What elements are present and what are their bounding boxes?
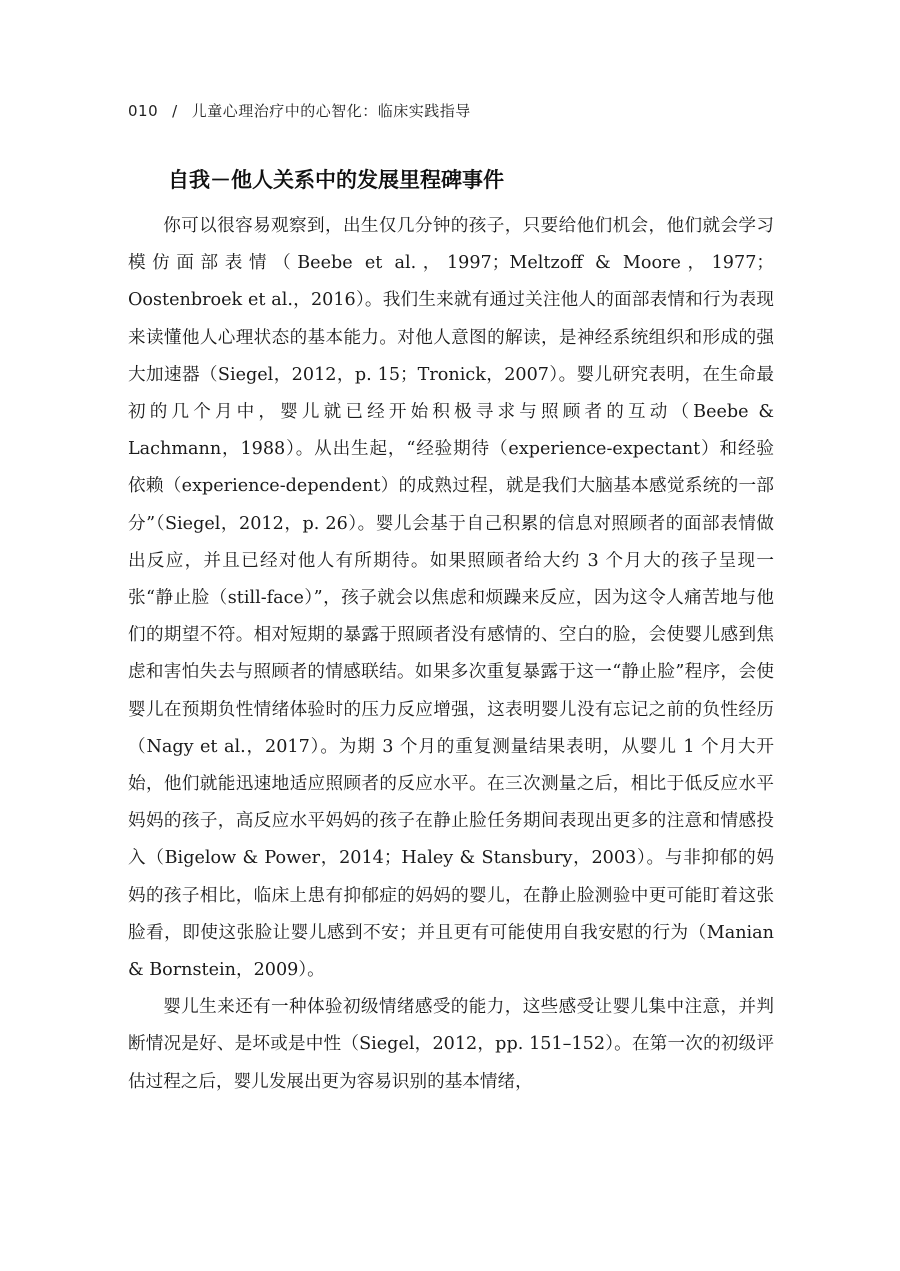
- header-separator: /: [172, 102, 178, 120]
- page-number: 010: [128, 102, 159, 120]
- body-text: [128, 208, 774, 1101]
- running-head: [128, 100, 471, 121]
- paragraph: 你可以很容易观察到，出生仅几分钟的孩子，只要给他们机会，他们就会学习模仿面部表情（Beebe et al.，1997；Meltzoff & Moore，1977；Oostenbroek et al.，2016）。我们生来就有通过关注他人的面部表情和行为表现来读懂他人心理状态的基本能力。对他人意图的解读，是神经系统组织和形成的强大加速器（Siegel，2012，p. 15；Tronick，2007）。婴儿研究表明，在生命最初的几个月中，婴儿就已经开始积极寻求与照顾者的互动（Beebe & Lachmann，1988）。从出生起，“经验期待（experience-expectant）和经验依赖（experience-dependent）的成熟过程，就是我们大脑基本感觉系统的一部分”（Siegel，2012，p. 26）。婴儿会基于自己积累的信息对照顾者的面部表情做出反应，并且已经对他人有所期待。如果照顾者给大约 3 个月大的孩子呈现一张“静止脸（still-face）”，孩子就会以焦虑和烦躁来反应，因为这令人痛苦地与他们的期望不符。相对短期的暴露于照顾者没有感情的、空白的脸，会使婴儿感到焦虑和害怕失去与照顾者的情感联结。如果多次重复暴露于这一“静止脸”程序，会使婴儿在预期负性情绪体验时的压力反应增强，这表明婴儿没有忘记之前的负性经历（Nagy et al.，2017）。为期 3 个月的重复测量结果表明，从婴儿 1 个月大开始，他们就能迅速地适应照顾者的反应水平。在三次测量之后，相比于低反应水平妈妈的孩子，高反应水平妈妈的孩子在静止脸任务期间表现出更多的注意和情感投入（Bigelow & Power，2014；Haley & Stansbury，2003）。与非抑郁的妈妈的孩子相比，临床上患有抑郁症的妈妈的婴儿，在静止脸测验中更可能盯着这张脸看，即使这张脸让婴儿感到不安；并且更有可能使用自我安慰的行为（Manian & Bornstein，2009）。: [128, 216, 774, 981]
- section-title: 自我－他人关系中的发展里程碑事件: [168, 168, 504, 192]
- paragraph: 婴儿生来还有一种体验初级情绪感受的能力，这些感受让婴儿集中注意，并判断情况是好、是坏或是中性（Siegel，2012，pp. 151–152）。在第一次的初级评估过程之后，婴儿发展出更为容易识别的基本情绪，: [128, 997, 774, 1092]
- book-title: 儿童心理治疗中的心智化：临床实践指导: [191, 102, 471, 120]
